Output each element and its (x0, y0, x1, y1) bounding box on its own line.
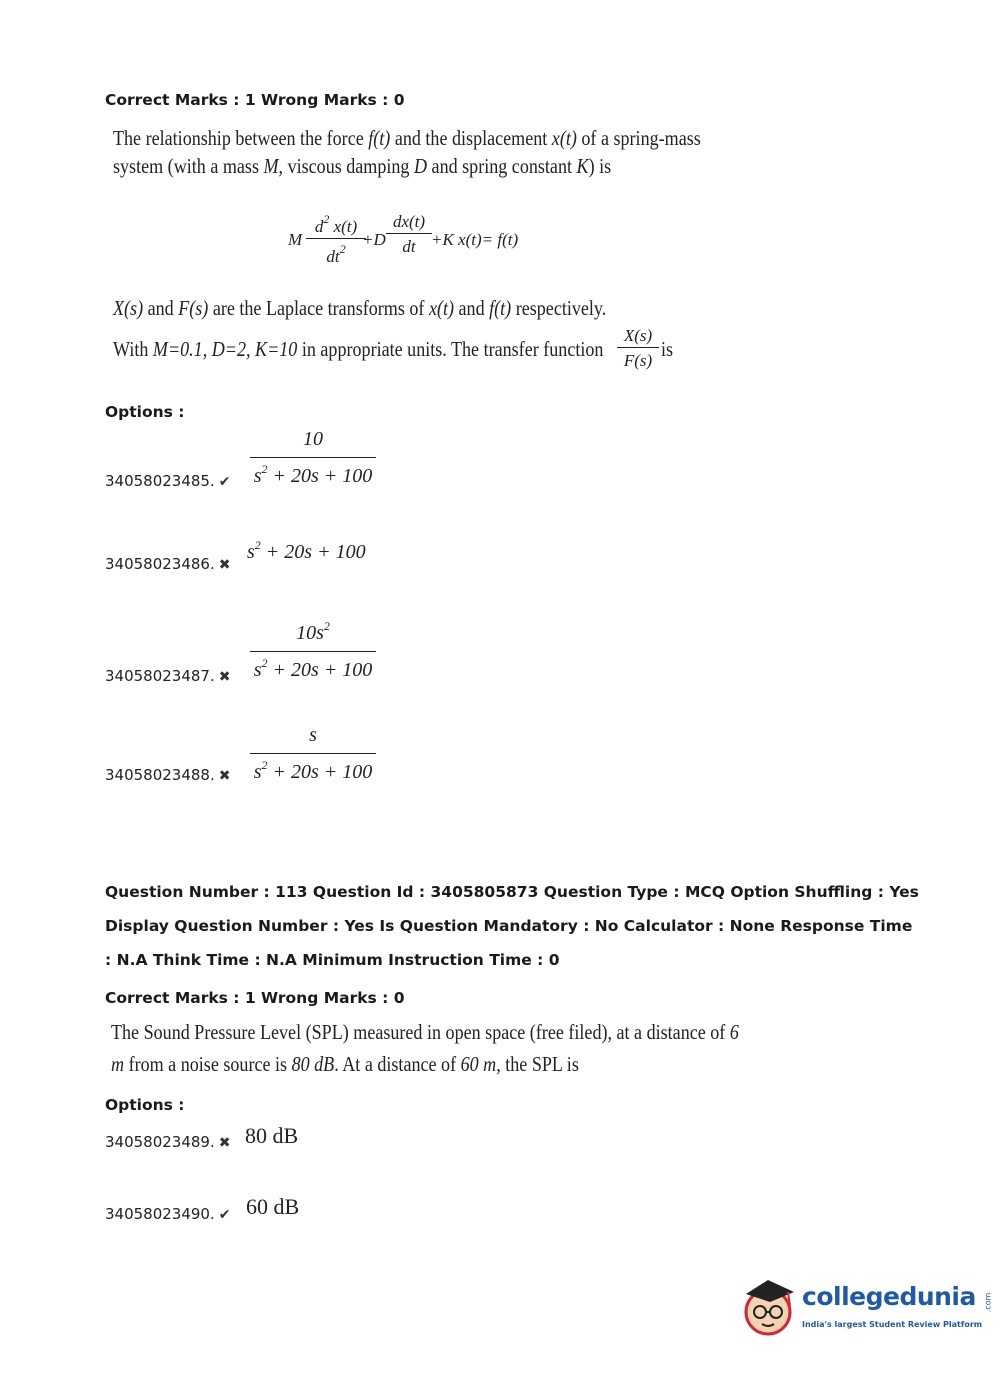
q112-is: is (661, 337, 674, 361)
wrong-cross-icon: ✖ (218, 557, 231, 573)
q113-meta-line-1: Question Number : 113 Question Id : 3405805873 Question Type : MCQ Option Shuffling : Yes (105, 883, 919, 901)
q113-option-1-value: 80 dB (245, 1123, 299, 1148)
eq-second-derivative: $d^2$ x(t) $dt^2$ (306, 212, 366, 267)
q112-option-1-expression: 10 $s^2 + 20s + 100$ (250, 428, 376, 488)
q112-text-line-2: system (with a mass M, viscous damping D and spring constant K) is (113, 154, 612, 178)
q112-option-3[interactable] (105, 667, 230, 685)
option-id: 34058023489. (105, 1133, 215, 1151)
q112-option-4[interactable] (105, 766, 230, 784)
q113-meta-line-3: : N.A Think Time : N.A Minimum Instruction Time : 0 (105, 951, 560, 969)
q113-text-line-1: The Sound Pressure Level (SPL) measured in open space (free filed), at a distance of 6 (111, 1020, 739, 1044)
correct-check-icon: ✔ (218, 474, 231, 490)
q112-transfer-function: X(s) F(s) (617, 326, 659, 371)
logo-tagline: India's largest Student Review Platform (802, 1320, 983, 1329)
wrong-cross-icon: ✖ (218, 669, 231, 685)
q112-option-2-expression: $s^2 + 20s + 100$ (247, 538, 366, 563)
q112-option-4-expression: s $s^2 + 20s + 100$ (250, 724, 376, 784)
q112-marks-line: Correct Marks : 1 Wrong Marks : 0 (105, 91, 405, 109)
q113-meta-line-2: Display Question Number : Yes Is Question Mandatory : No Calculator : None Response Time (105, 917, 913, 935)
q112-option-2[interactable] (105, 555, 230, 573)
mascot-icon (738, 1272, 800, 1342)
q112-option-3-expression: $10s^2$ $s^2 + 20s + 100$ (250, 619, 376, 682)
q112-equation (288, 212, 558, 272)
q113-option-2-value: 60 dB (246, 1194, 300, 1219)
option-id: 34058023488. (105, 766, 215, 784)
wrong-cross-icon: ✖ (218, 768, 231, 784)
q112-text-line-1: The relationship between the force f(t) and the displacement x(t) of a spring-mass (113, 126, 701, 150)
eq-tail: +K x(t)= f(t) (431, 230, 519, 249)
collegedunia-logo[interactable] (738, 1272, 993, 1342)
q112-text-line-3: X(s) and F(s) are the Laplace transforms of x(t) and f(t) respectively. (113, 296, 607, 320)
q112-text-line-4: With M=0.1, D=2, K=10 in appropriate units. The transfer function (113, 337, 604, 361)
eq-plus-damping: +D (362, 230, 386, 249)
wrong-cross-icon: ✖ (218, 1135, 231, 1151)
q113-option-2[interactable] (105, 1205, 230, 1223)
option-id: 34058023490. (105, 1205, 215, 1223)
eq-mass: M (288, 230, 303, 249)
option-id: 34058023487. (105, 667, 215, 685)
eq-first-derivative: dx(t) dt (386, 212, 432, 257)
q113-options-label: Options : (105, 1096, 185, 1114)
q113-option-1[interactable] (105, 1133, 230, 1151)
logo-wordmark: collegedunia (802, 1282, 976, 1311)
correct-check-icon: ✔ (218, 1207, 231, 1223)
option-id: 34058023486. (105, 555, 215, 573)
q113-marks-line: Correct Marks : 1 Wrong Marks : 0 (105, 989, 405, 1007)
logo-suffix: .com (983, 1292, 993, 1313)
q112-option-1[interactable] (105, 472, 230, 490)
q112-options-label: Options : (105, 403, 185, 421)
option-id: 34058023485. (105, 472, 215, 490)
q113-text-line-2: m from a noise source is 80 dB. At a distance of 60 m, the SPL is (111, 1052, 579, 1076)
